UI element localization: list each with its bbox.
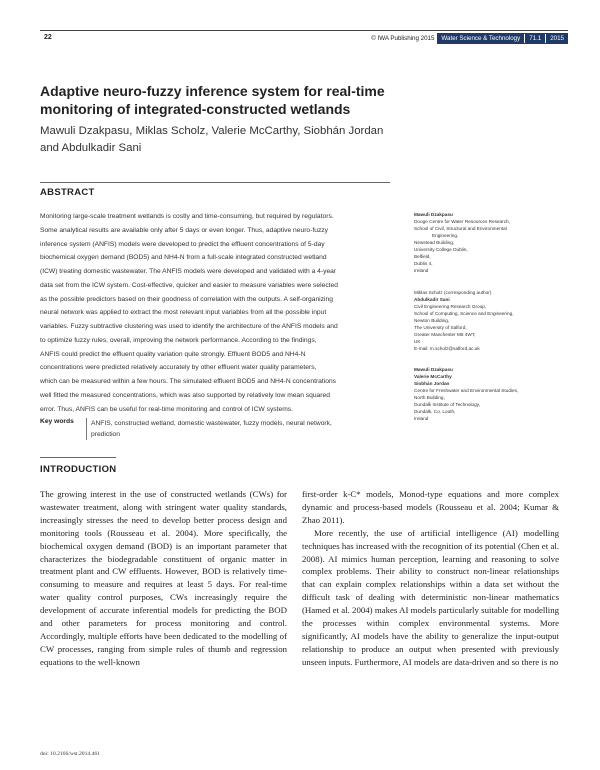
abstract-body [40,210,400,416]
affiliation-line: The University of Salford, [414,325,467,330]
affiliation-line: Ireland [414,416,429,421]
divider [524,34,525,43]
article-title [40,82,400,118]
affiliation-line: Dundalk, Co. Louth, [414,409,456,414]
affiliation-author: Mawuli Dzakpasu [414,367,453,372]
keywords-line: ANFIS, constructed wetland, domestic wastewater, fuzzy models, neural network, [91,420,332,427]
affiliation-line: Greater Manchester M5 4WT, [414,332,476,337]
keywords [86,418,401,440]
affiliation-line: School of Civil, Structural and Environmental [414,226,507,231]
abstract-line: biochemical oxygen demand (BOD5) and NH4-N from a full-scale integrated constructed wetland [40,254,327,262]
body-column-left [40,488,287,669]
publisher-copyright: © IWA Publishing 2015 [371,35,435,42]
page-number: 22 [44,34,52,41]
body-column-right [302,488,559,669]
affiliation-author: Mawuli Dzakpasu [414,212,453,217]
paragraph: More recently, the use of artificial intelligence (AI) modelling techniques has increased with the recognition of its potential (Chen et al. 2008). AI mimics human perception, learning and reasoning to solve complex problems. Their ability to construct non-linear relationships that can explain complex relationships within a data set without the difficult task of dealing with deterministic non-linear mathematics (Hamed et al. 2004) makes AI models particularly suitable for modelling the processes within complex environmental systems. More significantly, AI models have the ability to generalize the input-output relationship to produce an output when presented with previously unseen inputs. Furthermore, AI models are data-driven and so there is no [302,527,559,667]
affiliation-author: Valerie McCarthy [414,374,452,379]
abstract-heading: ABSTRACT [40,187,95,198]
affiliation-line: Ireland [414,268,429,273]
affiliation-author: Siobhán Jordan [414,381,450,386]
year: 2015 [550,35,564,42]
abstract-line: which can be measured within a few hours. The simulated effluent BOD5 and NH4-N concentrations [40,378,337,385]
abstract-line: (ICW) treating domestic wastewater. The ANFIS models were developed and validated with a 4-year [40,268,337,275]
authors-line: and Abdulkadir Sani [40,142,142,154]
journal-name: Water Science & Technology [441,35,521,42]
abstract-line: Some analytical results are available only after 5 days or even longer. Thus, adaptive neuro-fuzzy [40,226,328,234]
affiliation-line: Dublin 4, [414,261,433,266]
affiliation-block [414,289,584,352]
abstract-line: well fitted the measured concentrations, which was also supported by relatively low mean squared [40,391,330,399]
affiliation-line: Miklas Scholz (corresponding author) [414,290,492,295]
authors-line: Mawuli Dzakpasu, Miklas Scholz, Valerie McCarthy, Siobhán Jordan [40,125,384,137]
affiliation-line: School of Computing, Science and Engineering, [414,311,514,316]
affiliation-line: Belfield, [414,254,431,259]
affiliation-author: Abdulkadir Sani [414,297,450,302]
abstract-line: to optimize fuzzy rules, overall, improving the network performance. According to the findings, [40,336,317,344]
divider [545,34,546,43]
introduction-rule [40,457,116,458]
affiliation-block [414,366,584,422]
title-line: monitoring of integrated-constructed wetlands [40,101,351,117]
abstract-line: error. Thus, ANFIS can be useful for real-time monitoring and control of ICW systems. [40,405,293,413]
abstract-line: inference system (ANFIS) models were developed to predict the effluent concentrations of 5-day [40,240,325,248]
abstract-line: ANFIS could predict the effluent quality variation quite strongly. Effluent BOD5 and NH4-N [40,350,306,358]
affiliation-line: E-mail: m.scholz@salford.ac.uk [414,346,480,351]
doi: doi: 10.2166/wst.2014.461 [40,751,100,757]
abstract-line: Monitoring large-scale treatment wetlands is costly and time-consuming, but required by regulators. [40,213,334,220]
abstract-line: concentrations were predicted relatively accurately by other effluent water quality parameters, [40,364,317,372]
affiliation-line: Centre for Freshwater and Environmental Studies, [414,388,519,393]
affiliation-line: Dundalk Institute of Technology, [414,402,481,407]
affiliation-line: Newstead Building, [414,240,455,245]
affiliation-line: Dooge Centre for Water Resources Research, [414,219,510,224]
affiliation-line: UK [414,339,421,344]
abstract-line: neural network was applied to extract the most relevant input variables from all the possible input [40,309,327,317]
keywords-line: prediction [91,431,120,438]
author-list [40,123,420,157]
abstract-line: variables. Fuzzy subtractive clustering was used to identify the architecture of the ANFIS models and [40,323,338,330]
journal-box [437,33,568,44]
paragraph: first-order k-C* models, Monod-type equations and more complex dynamic and process-based models (Rousseau et al. 2004; Kumar & Zhao 2011). [302,489,559,525]
affiliation-line: Engineering, [432,233,459,238]
keywords-label: Key words [40,418,74,425]
abstract-rule [40,182,390,183]
paragraph: The growing interest in the use of constructed wetlands (CWs) for wastewater treatment, along with stringent water quality standards, increasingly stresses the need to develop better process design and monitoring tools (Rousseau et al. 2004). More specifically, the biochemical oxygen demand (BOD) is an important parameter that characterizes the biodegradable constituent of organic matter in treatment plant and CW effluents. However, BOD is relatively time-consuming to measure and requires at least 5 days. For real-time water quality control purposes, CWs increasingly require the development of accurate inferential models for predicting the BOD and other parameters for process monitoring and control. Accordingly, multiple efforts have been dedicated to the modelling of CW processes, ranging from simple rules of thumb and regression equations to the well-known [40,489,287,667]
affiliation-line: North Building, [414,395,445,400]
affiliation-line: Civil Engineering Research Group, [414,304,487,309]
introduction-heading: INTRODUCTION [40,464,117,475]
abstract-line: data set from the ICW system. Cost-effective, quicker and easier to measure variables were selected [40,281,338,289]
abstract-line: as the possible predictors based on their goodness of correlation with the outputs. A self-organizing [40,295,333,303]
volume-issue: 71.1 [529,35,542,42]
affiliation-line: Newton Building, [414,318,450,323]
title-line: Adaptive neuro-fuzzy inference system for real-time [40,83,385,99]
journal-header [371,33,568,44]
affiliation-block [414,211,584,274]
affiliation-line: University College Dublin, [414,247,468,252]
